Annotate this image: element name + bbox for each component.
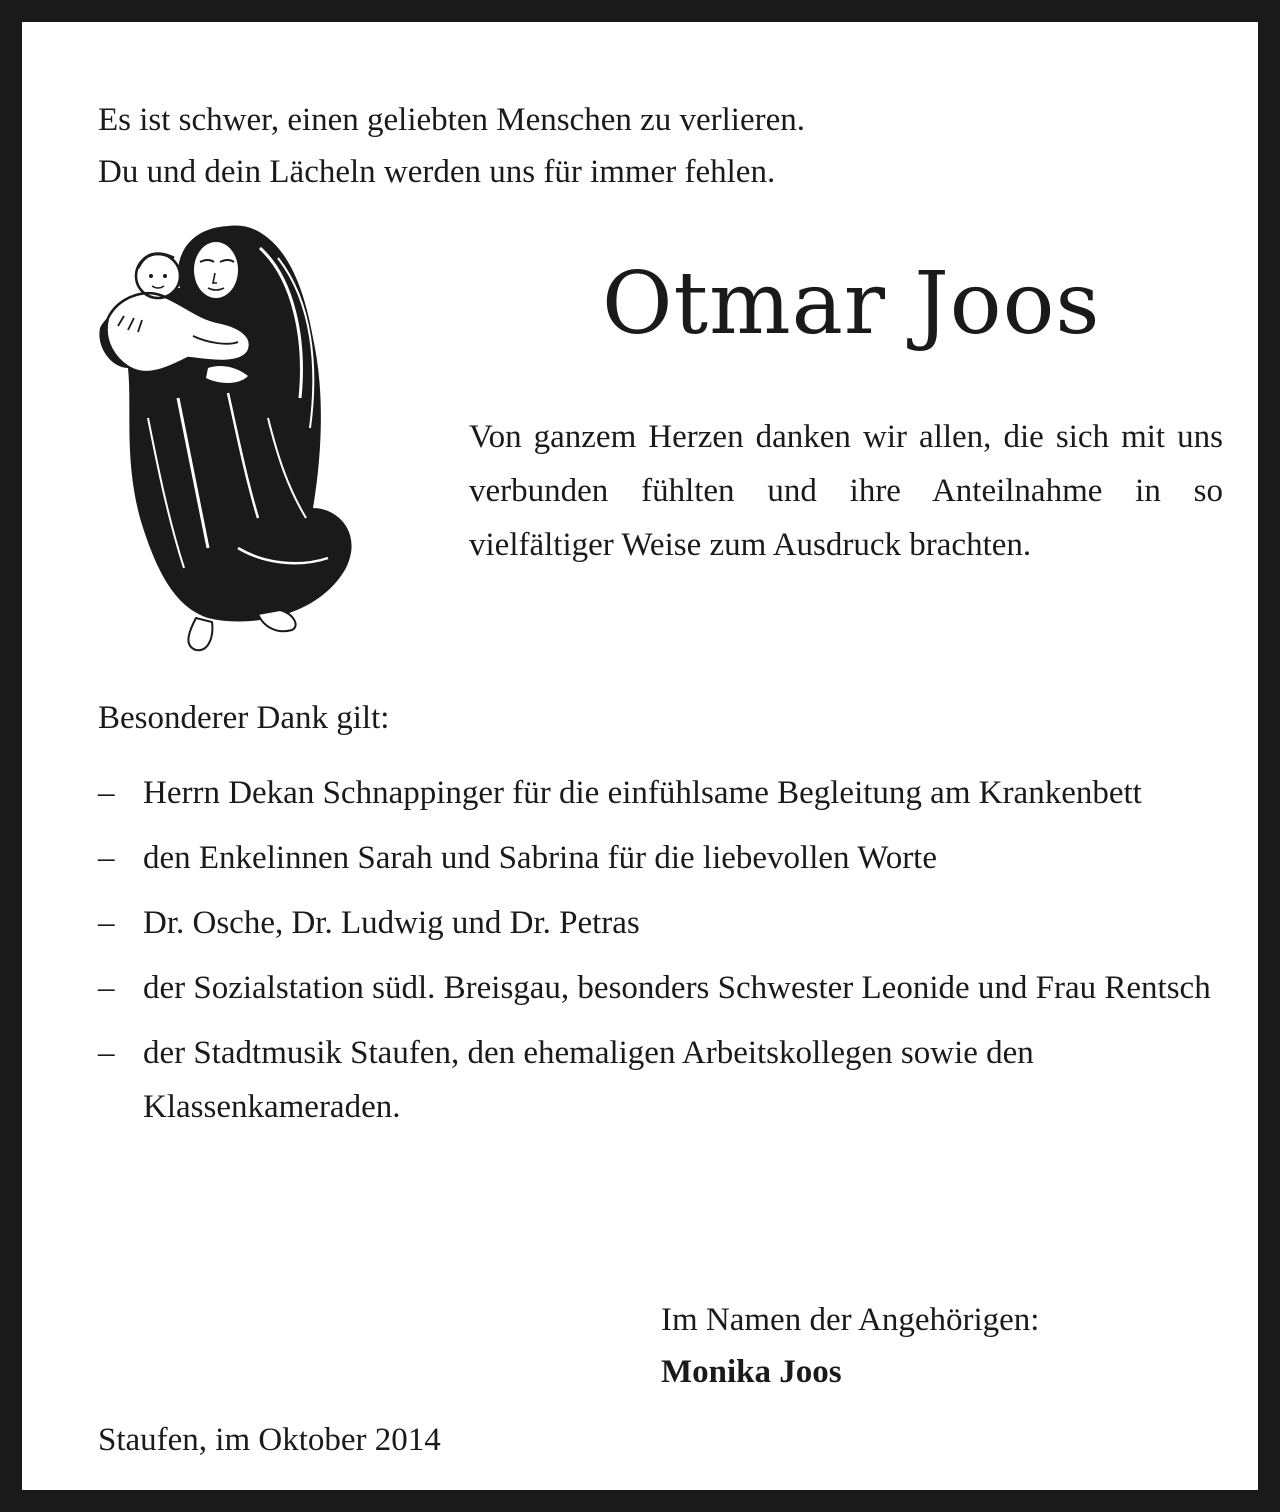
thanks-paragraph: Von ganzem Herzen danken wir allen, die sich mit uns verbunden fühlten und ihre Anteilnahme in so vielfältiger Weise zum Ausdruck brachten. <box>469 419 1223 563</box>
list-bullet: – <box>98 840 115 876</box>
list-item-text: Dr. Osche, Dr. Ludwig und Dr. Petras <box>143 905 640 941</box>
list-item-text: den Enkelinnen Sarah und Sabrina für die liebevollen Worte <box>143 840 937 876</box>
list-bullet: – <box>98 970 115 1006</box>
list-item <box>98 766 1248 820</box>
intro-line-2: Du und dein Lächeln werden uns für immer fehlen. <box>98 154 776 190</box>
special-thanks-heading: Besonderer Dank gilt: <box>98 700 390 736</box>
signoff-label: Im Namen der Angehörigen: <box>661 1302 1040 1338</box>
deceased-name: Otmar Joos <box>602 254 1101 354</box>
list-item <box>98 896 1248 950</box>
intro-verse <box>98 94 805 198</box>
intro-line-1: Es ist schwer, einen geliebten Menschen zu verlieren. <box>98 102 806 138</box>
signer-name: Monika Joos <box>661 1354 842 1390</box>
list-bullet: – <box>98 775 115 811</box>
special-thanks-list <box>98 766 1248 1145</box>
list-item <box>98 1026 1248 1134</box>
list-bullet: – <box>98 905 115 941</box>
madonna-and-child-icon <box>88 218 364 658</box>
list-item-text: Herrn Dekan Schnappinger für die einfühlsame Begleitung am Krankenbett <box>143 775 1142 811</box>
list-item <box>98 831 1248 885</box>
list-bullet: – <box>98 1035 115 1071</box>
list-item-text: der Stadtmusik Staufen, den ehemaligen Arbeitskollegen sowie den Klassenkameraden. <box>143 1035 1034 1125</box>
place-and-date: Staufen, im Oktober 2014 <box>98 1422 441 1458</box>
signoff <box>661 1294 1039 1398</box>
list-item <box>98 961 1248 1015</box>
list-item-text: der Sozialstation südl. Breisgau, besonders Schwester Leonide und Frau Rentsch <box>143 970 1211 1006</box>
